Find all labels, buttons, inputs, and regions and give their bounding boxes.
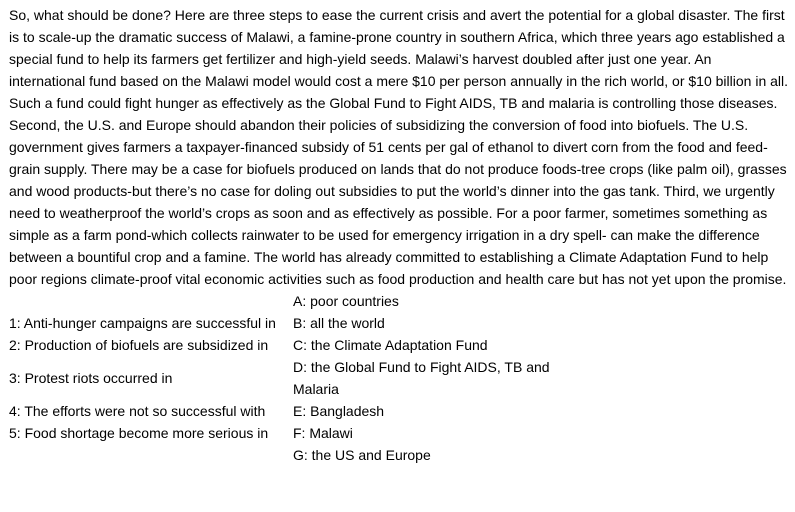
- question-3: 3: Protest riots occurred in: [9, 370, 173, 386]
- option-a: A: poor countries: [293, 293, 399, 309]
- option-g: G: the US and Europe: [293, 447, 431, 463]
- question-4: 4: The efforts were not so successful with: [9, 403, 266, 419]
- matching-row: [9, 334, 563, 356]
- question-5: 5: Food shortage become more serious in: [9, 425, 269, 441]
- option-e: E: Bangladesh: [293, 403, 385, 419]
- matching-row: [9, 422, 563, 444]
- matching-row: [9, 444, 563, 466]
- option-c: C: the Climate Adaptation Fund: [293, 337, 488, 353]
- question-cell-empty: [9, 290, 293, 312]
- matching-row: [9, 312, 563, 334]
- matching-row: [9, 290, 563, 312]
- passage-paragraph-1: So, what should be done? Here are three steps to ease the current crisis and avert the potential for a global disaster. The first is to scale-up the dramatic success of Malawi, a famine-prone country in southern Africa, which three years ago established a special fund to help its farmers get fertilizer and high-yield seeds. Malawi’s harvest doubled after just one year. An international fund based on the Malawi model would cost a mere $10 per person annually in the rich world, or $10 billion in all. Such a fund could fight hunger as effectively as the Global Fund to Fight AIDS, TB and malaria is controlling those diseases.: [9, 7, 789, 111]
- option-b: B: all the world: [293, 315, 385, 331]
- question-cell-empty: [9, 444, 293, 466]
- question-1: 1: Anti-hunger campaigns are successful in: [9, 315, 276, 331]
- option-d: D: the Global Fund to Fight AIDS, TB and Malaria: [293, 359, 550, 397]
- matching-table: [9, 290, 563, 466]
- option-f: F: Malawi: [293, 425, 353, 441]
- passage-paragraph-2: Second, the U.S. and Europe should abandon their policies of subsidizing the conversion of food into biofuels. The U.S. government gives farmers a taxpayer-financed subsidy of 51 cents per gal of ethanol to divert corn from the food and feed-grain supply. There may be a case for biofuels produced on lands that do not produce foods-tree crops (like palm oil), grasses and wood products-but there’s no case for doling out subsidies to put the world’s dinner into the gas tank. Third, we urgently need to weatherproof the world’s crops as soon and as effectively as possible. For a poor farmer, sometimes something as simple as a farm pond-which collects rainwater to be used for emergency irrigation in a dry spell- can make the difference between a bountiful crop and a famine. The world has already committed to establishing a Climate Adaptation Fund to help poor regions climate-proof vital economic activities such as food production and health care but has not yet upon the promise.: [9, 117, 787, 287]
- matching-row: [9, 356, 563, 400]
- question-2: 2: Production of biofuels are subsidized in: [9, 337, 269, 353]
- matching-row: [9, 400, 563, 422]
